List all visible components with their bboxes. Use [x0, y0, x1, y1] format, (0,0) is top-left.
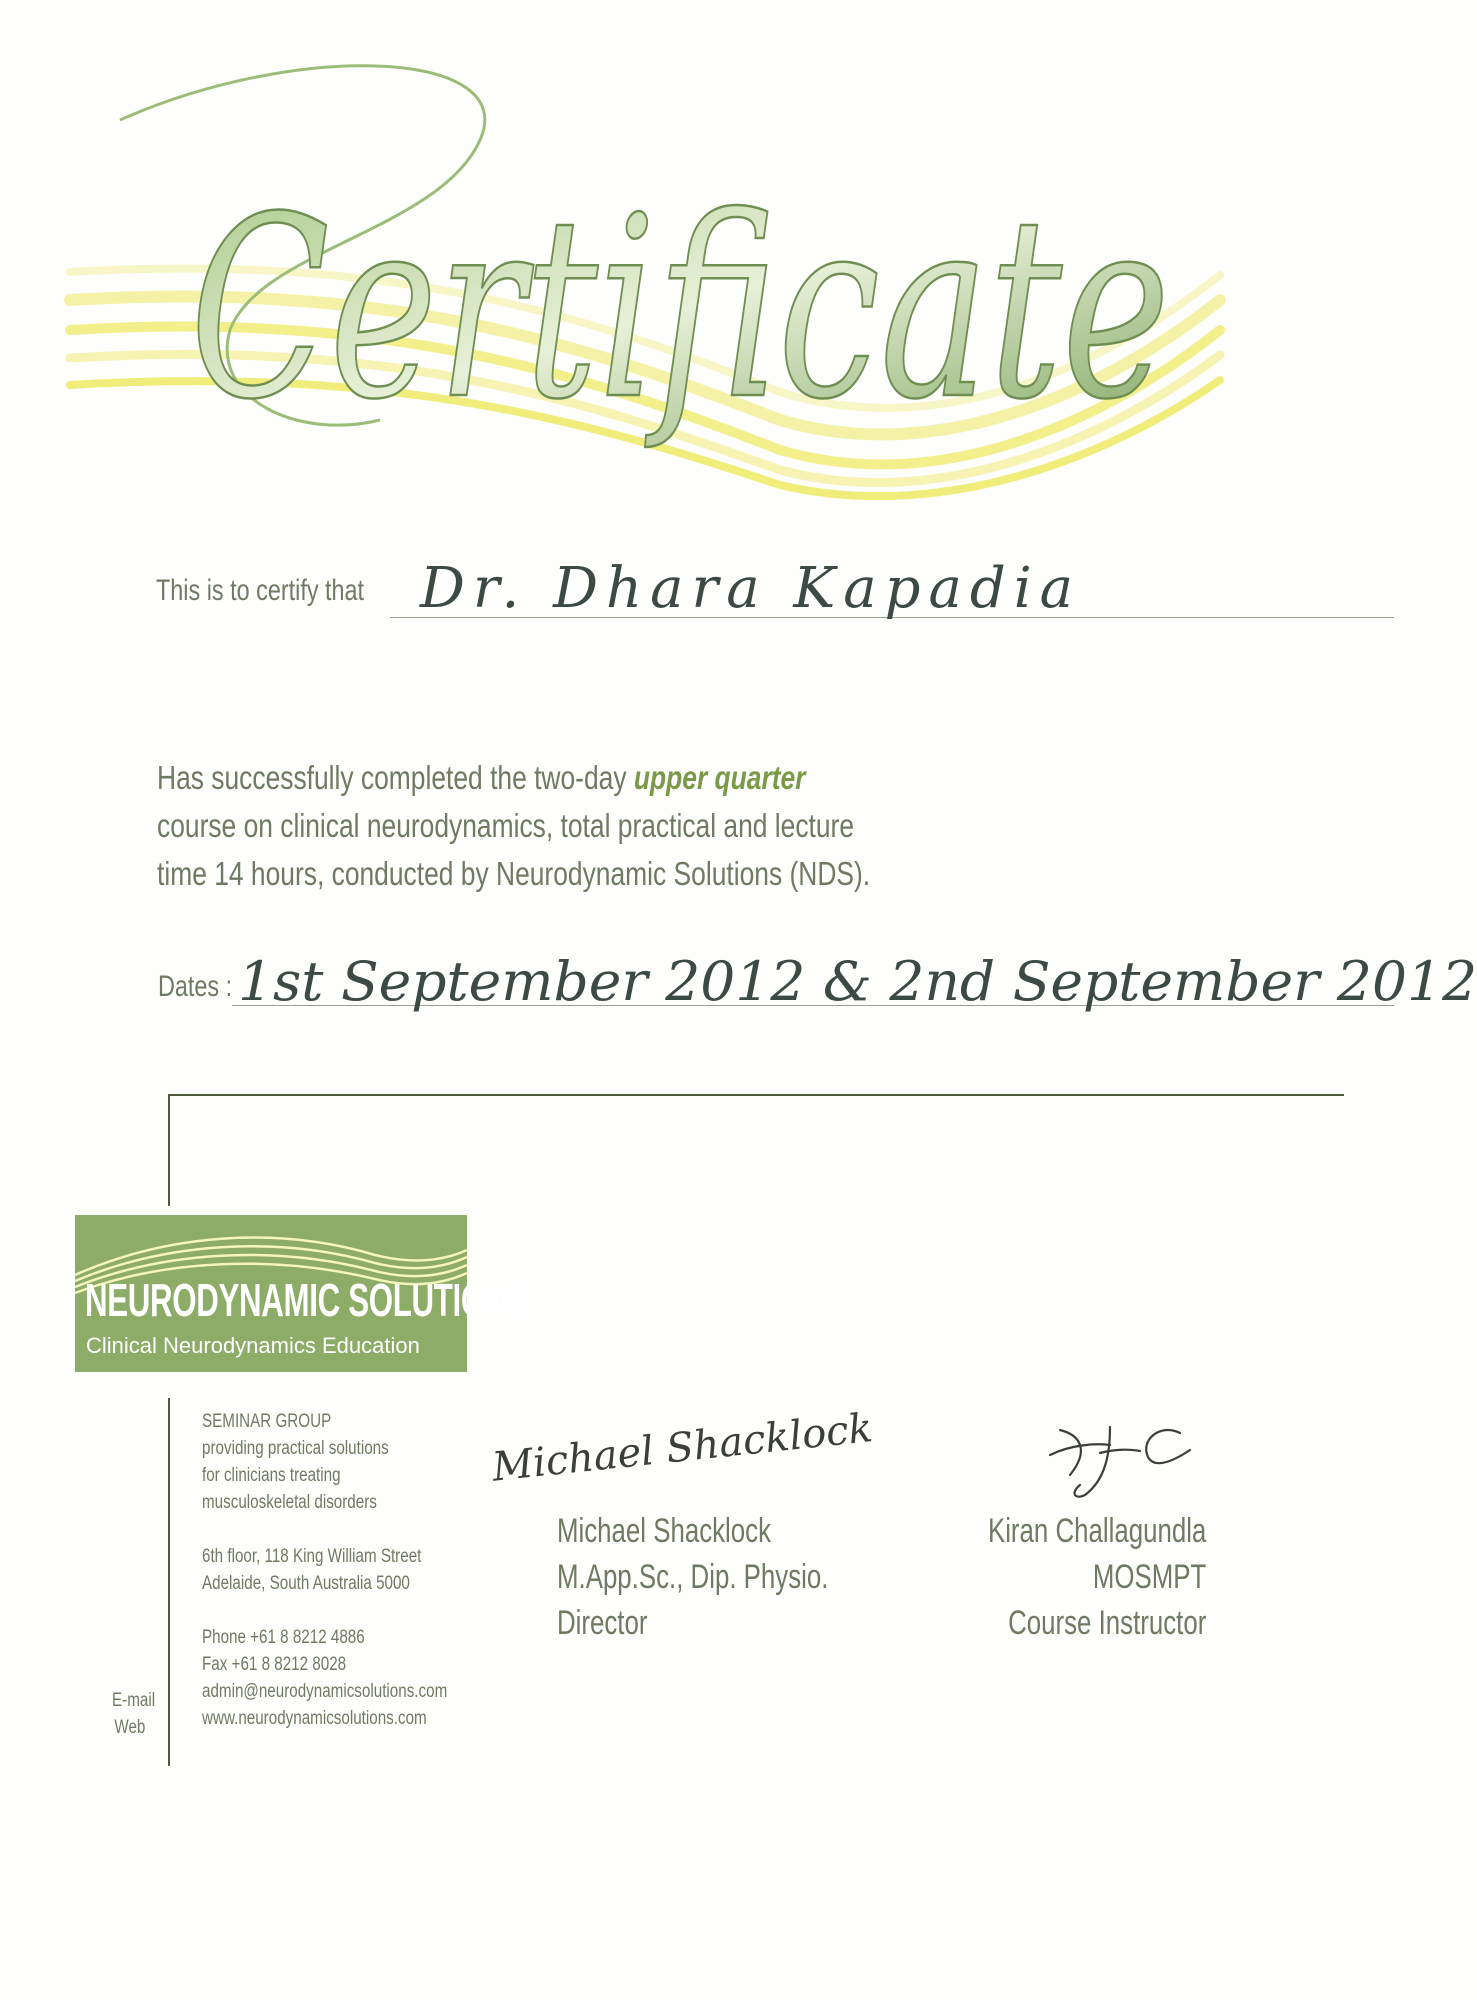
contact-labels — [112, 1687, 155, 1741]
director-details — [557, 1508, 828, 1646]
completion-statement — [157, 754, 877, 898]
frame-left-rule — [168, 1094, 170, 1206]
course-dates: 1st September 2012 & 2nd September 2012 — [238, 950, 1477, 1013]
director-role: Director — [557, 1604, 648, 1642]
frame-top-rule — [168, 1094, 1344, 1096]
instructor-signature — [1040, 1415, 1200, 1505]
logo-name: NEURODYNAMIC SOLUTIONS — [85, 1274, 528, 1326]
instructor-credentials: MOSMPT — [1092, 1558, 1206, 1596]
address-line: Adelaide, South Australia 5000 — [202, 1573, 410, 1594]
mission-line: musculoskeletal disorders — [202, 1492, 377, 1513]
email-address: admin@neurodynamicsolutions.com — [202, 1681, 448, 1702]
mission-line: for clinicians treating — [202, 1465, 341, 1486]
instructor-details — [988, 1508, 1206, 1646]
address-line: 6th floor, 118 King William Street — [202, 1546, 422, 1567]
director-signature: Michael Shacklock — [490, 1405, 875, 1491]
course-name-emphasis: upper quarter — [633, 759, 806, 796]
header-wave-art — [0, 0, 1414, 520]
seminar-group-info — [202, 1408, 447, 1732]
neurodynamic-solutions-logo — [75, 1215, 528, 1372]
completion-text-end: course on clinical neurodynamics, total practical and lecture time 14 hours, conducted by Neurodynamic Solutions (NDS). — [157, 807, 871, 892]
fax-number: Fax +61 8 8212 8028 — [202, 1654, 347, 1675]
director-name: Michael Shacklock — [557, 1512, 771, 1550]
frame-left-rule-lower — [168, 1398, 170, 1766]
certificate-title: Certificate — [190, 163, 1170, 454]
email-label: E-mail — [112, 1690, 156, 1711]
website-address: www.neurodynamicsolutions.com — [202, 1708, 427, 1729]
dates-label: Dates : — [158, 970, 233, 1003]
instructor-name: Kiran Challagundla — [987, 1512, 1206, 1550]
mission-line: providing practical solutions — [202, 1438, 389, 1459]
director-credentials: M.App.Sc., Dip. Physio. — [557, 1558, 829, 1596]
completion-text-start: Has successfully completed the two-day — [157, 759, 634, 796]
seminar-group-title: SEMINAR GROUP — [202, 1411, 332, 1432]
web-label: Web — [114, 1717, 146, 1738]
certify-label: This is to certify that — [156, 574, 365, 607]
phone-number: Phone +61 8 8212 4886 — [202, 1627, 365, 1648]
recipient-name: Dr. Dhara Kapadia — [420, 556, 1082, 621]
instructor-role: Course Instructor — [1007, 1604, 1206, 1642]
logo-tagline: Clinical Neurodynamics Education — [86, 1333, 420, 1358]
